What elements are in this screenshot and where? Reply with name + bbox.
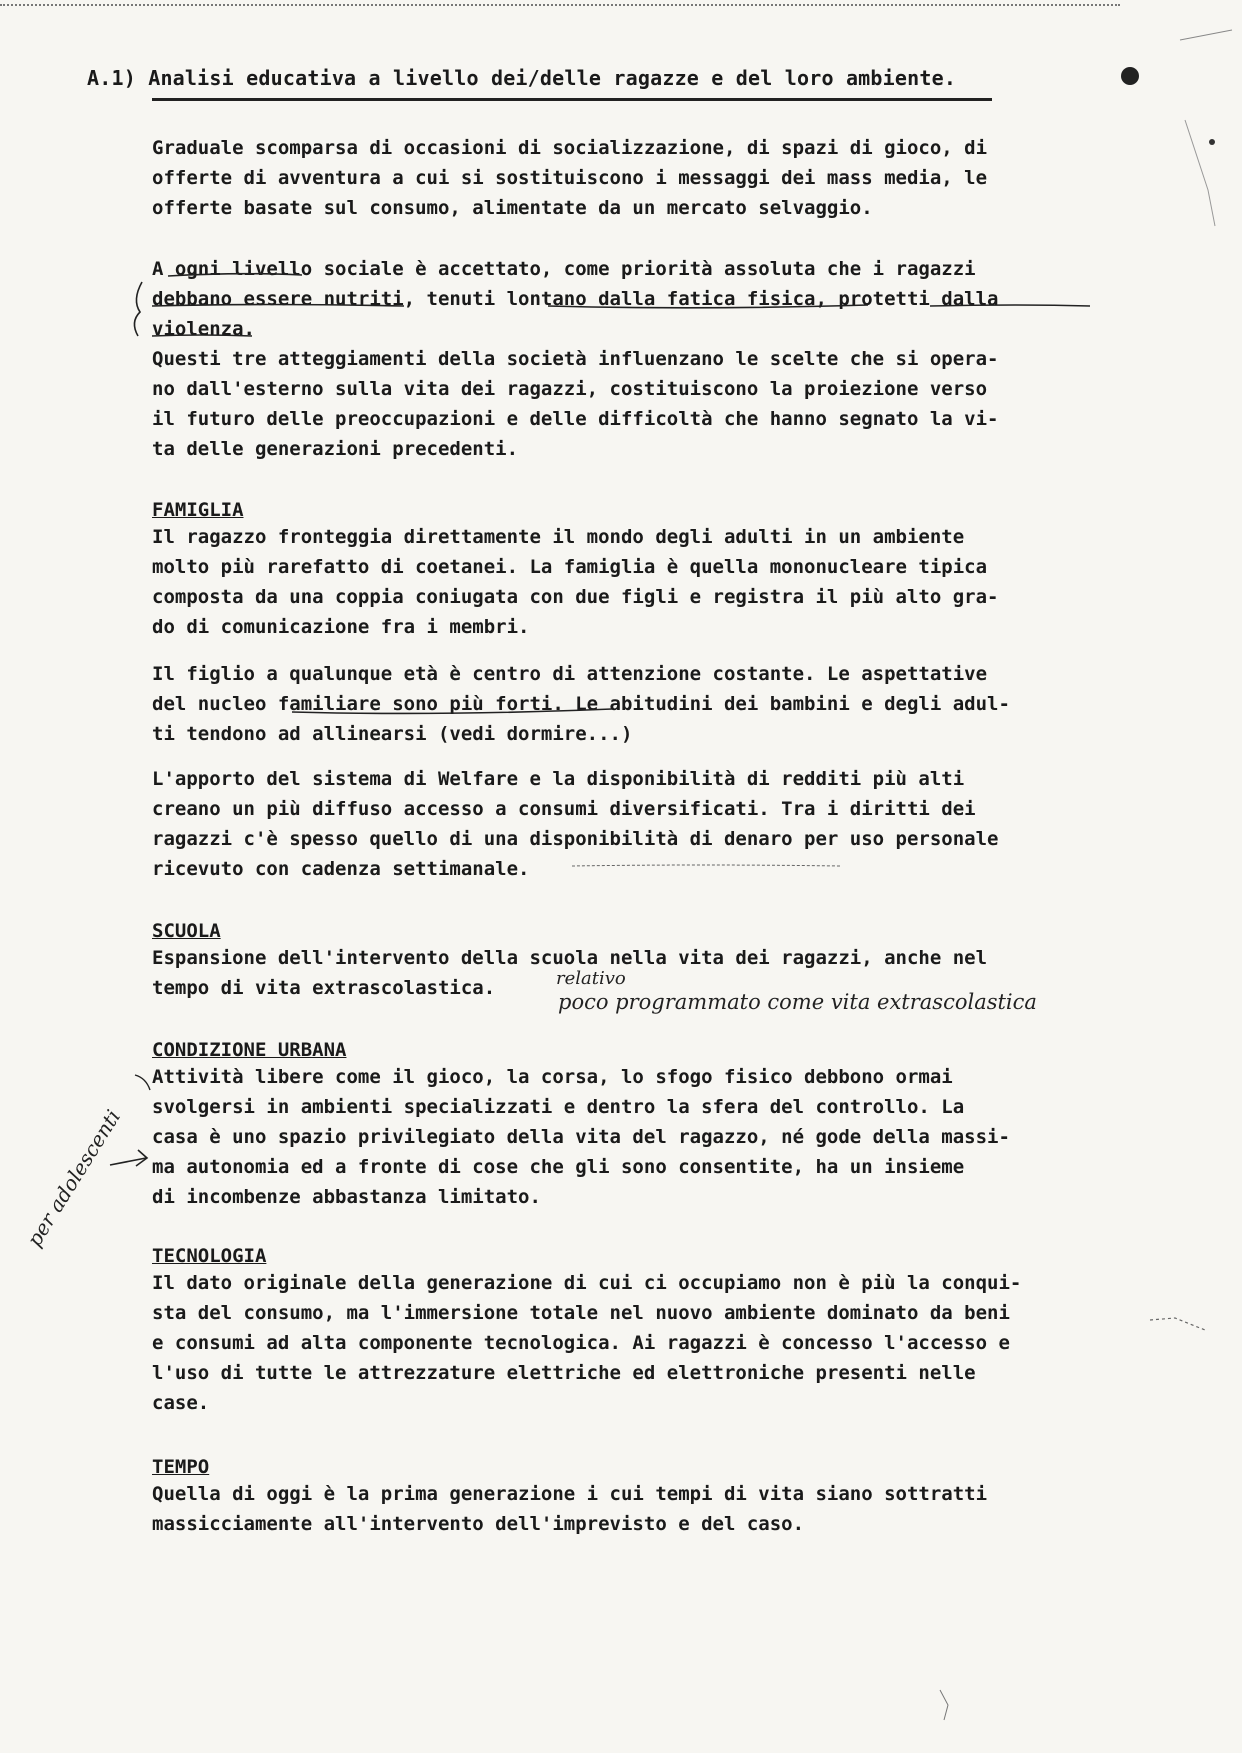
scan-speck bbox=[1150, 1318, 1205, 1330]
text-line: debbano essere nutriti, tenuti lontano dalla fatica fisica, protetti dalla bbox=[152, 288, 999, 310]
handwritten-note-relativo: relativo bbox=[556, 968, 626, 989]
text-line: no dall'esterno sulla vita dei ragazzi, costituiscono la proiezione verso bbox=[152, 378, 988, 400]
text-line: offerte basate sul consumo, alimentate da un mercato selvaggio. bbox=[152, 197, 873, 219]
pen-bracket bbox=[134, 282, 142, 336]
text-line: massicciamente all'intervento dell'imprevisto e del caso. bbox=[152, 1513, 805, 1535]
scan-speck bbox=[1180, 30, 1232, 40]
handwritten-note-programmato: poco programmato come vita extrascolastica bbox=[558, 990, 1037, 1014]
text-line: Graduale scomparsa di occasioni di socializzazione, di spazi di gioco, di bbox=[152, 137, 988, 159]
pen-strike bbox=[572, 865, 840, 866]
text-line: L'apporto del sistema di Welfare e la disponibilità di redditi più alti bbox=[152, 768, 965, 790]
text-line: Il dato originale della generazione di cui ci occupiamo non è più la conqui- bbox=[152, 1272, 1022, 1294]
pen-underline bbox=[930, 305, 1090, 306]
pen-underline bbox=[548, 305, 868, 308]
document-title: A.1) Analisi educativa a livello dei/delle ragazze e del loro ambiente. bbox=[87, 66, 957, 90]
pen-underline bbox=[168, 274, 302, 276]
text-line: casa è uno spazio privilegiato della vita del ragazzo, né gode della massi- bbox=[152, 1126, 1010, 1148]
text-line: svolgersi in ambienti specializzati e dentro la sfera del controllo. La bbox=[152, 1096, 965, 1118]
text-line: case. bbox=[152, 1392, 210, 1414]
section-heading-tecnologia: TECNOLOGIA bbox=[152, 1245, 267, 1267]
section-heading-scuola: SCUOLA bbox=[152, 920, 221, 942]
section-heading-famiglia: FAMIGLIA bbox=[152, 499, 244, 521]
text-line: di incombenze abbastanza limitato. bbox=[152, 1186, 541, 1208]
section-heading-condizione-urbana: CONDIZIONE URBANA bbox=[152, 1039, 347, 1061]
text-line: Il figlio a qualunque età è centro di attenzione costante. Le aspettative bbox=[152, 663, 988, 685]
handwritten-margin-note: per adolescenti bbox=[22, 1105, 126, 1251]
text-line: molto più rarefatto di coetanei. La famiglia è quella mononucleare tipica bbox=[152, 556, 988, 578]
text-line: ragazzi c'è spesso quello di una disponibilità di denaro per uso personale bbox=[152, 828, 999, 850]
pen-underline bbox=[292, 709, 612, 713]
scan-speck bbox=[1209, 139, 1215, 145]
section-heading-tempo: TEMPO bbox=[152, 1456, 210, 1478]
text-line: ti tendono ad allinearsi (vedi dormire...) bbox=[152, 723, 633, 745]
text-line: Questi tre atteggiamenti della società influenzano le scelte che si opera- bbox=[152, 348, 999, 370]
pen-tick bbox=[135, 1075, 150, 1090]
pen-underline bbox=[152, 335, 252, 336]
text-line: Espansione dell'intervento della scuola nella vita dei ragazzi, anche nel bbox=[152, 947, 988, 969]
pen-underline bbox=[152, 305, 404, 307]
text-line: ma autonomia ed a fronte di cose che gli sono consentite, ha un insieme bbox=[152, 1156, 965, 1178]
text-line: composta da una coppia coniugata con due figli e registra il più alto gra- bbox=[152, 586, 999, 608]
text-line: e consumi ad alta componente tecnologica. Ai ragazzi è concesso l'accesso e bbox=[152, 1332, 1010, 1354]
text-line: ricevuto con cadenza settimanale. bbox=[152, 858, 530, 880]
text-line: offerte di avventura a cui si sostituiscono i messaggi dei mass media, le bbox=[152, 167, 988, 189]
text-line: do di comunicazione fra i membri. bbox=[152, 616, 530, 638]
text-line: tempo di vita extrascolastica. bbox=[152, 977, 496, 999]
text-line: ta delle generazioni precedenti. bbox=[152, 438, 519, 460]
text-line: creano un più diffuso accesso a consumi diversificati. Tra i diritti dei bbox=[152, 798, 976, 820]
text-line: Attività libere come il gioco, la corsa, lo sfogo fisico debbono ormai bbox=[152, 1066, 953, 1088]
text-line: il futuro delle preoccupazioni e delle difficoltà che hanno segnato la vi- bbox=[152, 408, 999, 430]
text-line: Quella di oggi è la prima generazione i cui tempi di vita siano sottratti bbox=[152, 1483, 988, 1505]
text-line: A ogni livello sociale è accettato, come priorità assoluta che i ragazzi bbox=[152, 258, 976, 280]
text-line: l'uso di tutte le attrezzature elettriche ed elettroniche presenti nelle bbox=[152, 1362, 976, 1384]
text-line: violenza. bbox=[152, 318, 255, 340]
scan-speck bbox=[1121, 67, 1139, 85]
scan-speck bbox=[1185, 120, 1215, 226]
text-line: sta del consumo, ma l'immersione totale nel nuovo ambiente dominato da beni bbox=[152, 1302, 1010, 1324]
text-line: del nucleo familiare sono più forti. Le abitudini dei bambini e degli adul- bbox=[152, 693, 1010, 715]
scan-speck bbox=[940, 1690, 948, 1720]
pen-arrow bbox=[110, 1158, 146, 1165]
text-line: Il ragazzo fronteggia direttamente il mondo degli adulti in un ambiente bbox=[152, 526, 965, 548]
